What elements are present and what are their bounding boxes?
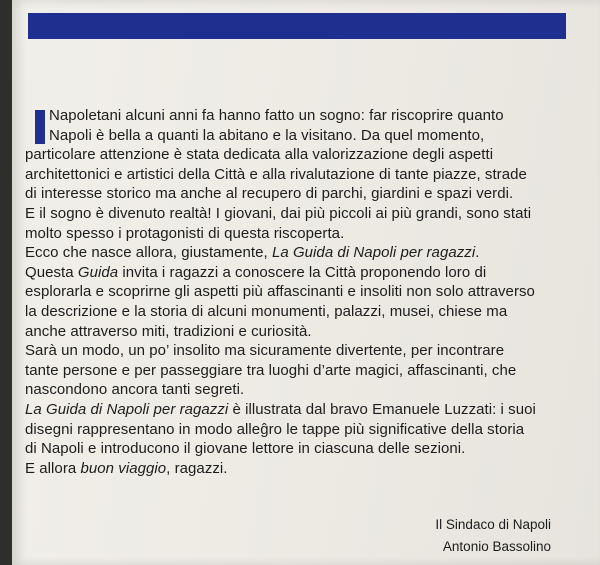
text-run: Ecco che nasce allora, giustamente, [25, 244, 272, 262]
guida-word: Guida [77, 263, 119, 281]
text-line: Napoletani alcuni anni fa hanno fatto un sogno: far riscoprire quanto [49, 107, 504, 124]
buon-viaggio: buon viaggio [80, 459, 167, 477]
text-line: anche attraverso miti, tradizioni e curiosità. [25, 322, 312, 340]
text-run: E allora [25, 459, 81, 477]
text-run: è illustrata dal bravo Emanuele Luzzati: i suoi [228, 400, 536, 418]
signature-role: Il Sindaco di Napoli [435, 517, 551, 532]
signature-block [435, 514, 551, 558]
text-line-closing [25, 459, 585, 479]
header-color-bar [28, 13, 566, 39]
text-line: disegni rappresentano in modo alleĝro le tappe più significative della storia [25, 420, 525, 438]
text-line: la descrizione e la storia di alcuni monumenti, palazzi, musei, chiese ma [25, 302, 508, 320]
text-line: Sarà un modo, un po’ insolito ma sicuramente divertente, per incontrare [25, 342, 505, 360]
letter-body [25, 106, 585, 478]
text-line: di Napoli e introducono il giovane lettore in ciascuna delle sezioni. [25, 440, 466, 458]
text-line-questa [25, 263, 585, 283]
text-line-ecco [25, 243, 585, 263]
text-line: nascondono ancora tanti segreti. [25, 381, 245, 399]
text-line: Napoli è bella a quanti la abitano e la visitano. Da quel momento, [49, 126, 485, 144]
text-line: di interesse storico ma anche al recupero di parchi, giardini e spazi verdi. [25, 185, 514, 203]
text-run: . [475, 244, 480, 262]
text-line: molto spesso i protagonisti di questa riscoperta. [25, 224, 345, 242]
text-line: E il sogno è divenuto realtà! I giovani, dai più piccoli ai più grandi, sono stati [25, 204, 532, 222]
book-page [12, 0, 600, 565]
text-run: Questa [25, 263, 78, 281]
book-title: La Guida di Napoli per ragazzi [25, 400, 229, 418]
text-line: architettonici e artistici della Città e alla rivalutazione di tante piazze, strade [25, 165, 527, 183]
book-title: La Guida di Napoli per ragazzi [271, 244, 476, 262]
text-line: esplorarla e scoprirne gli aspetti più affascinanti e insoliti non solo attraverso [25, 283, 535, 301]
drop-initial-block [35, 110, 45, 144]
signature-name: Antonio Bassolino [442, 539, 551, 554]
text-line: particolare attenzione è stata dedicata alla valorizzazione degli aspetti [25, 146, 494, 164]
text-run: , ragazzi. [166, 459, 228, 477]
text-line: tante persone e per passeggiare tra luoghi d’arte magici, affascinanti, che [25, 361, 517, 379]
text-run: invita i ragazzi a conoscere la Città proponendo loro di [118, 263, 487, 281]
text-line-luzzati [25, 400, 585, 420]
